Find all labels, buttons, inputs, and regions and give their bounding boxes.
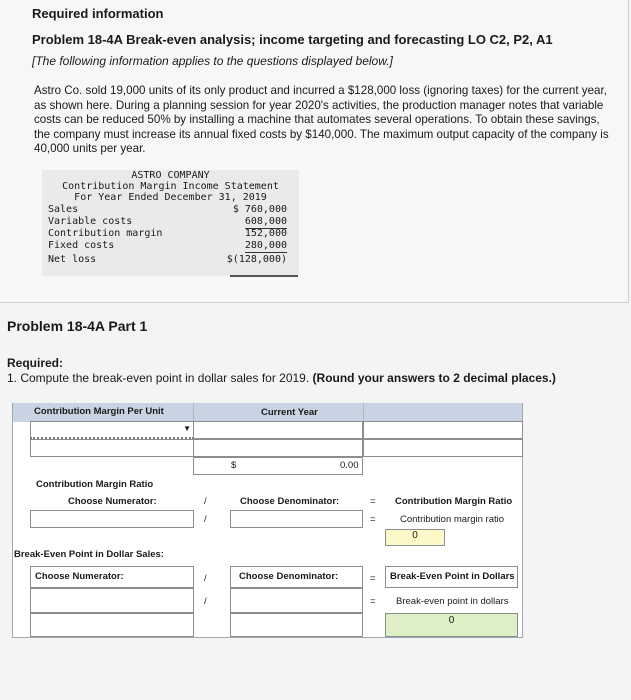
cm-per-unit-header: Contribution Margin Per Unit xyxy=(34,406,164,417)
cm-per-unit-value: 0.00 xyxy=(340,460,359,471)
cm-per-unit-select[interactable] xyxy=(30,421,194,439)
statement-title: Contribution Margin Income Statement xyxy=(62,181,279,192)
cm-ratio-denominator-label: Choose Denominator: xyxy=(240,496,340,507)
cm-ratio-result-value: 0 xyxy=(385,529,445,546)
row-value-sales: $ 760,000 xyxy=(232,204,287,215)
be-result-header-box xyxy=(385,566,518,588)
slash: / xyxy=(204,573,207,584)
part-title: Problem 18-4A Part 1 xyxy=(7,318,148,334)
instruction-rounding: (Round your answers to 2 decimal places.) xyxy=(312,371,556,385)
cm-ratio-result-header: Contribution Margin Ratio xyxy=(395,496,513,507)
problem-title: Problem 18-4A Break-even analysis; income targeting and forecasting LO C2, P2, A1 xyxy=(32,32,553,47)
problem-description: Astro Co. sold 19,000 units of its only product and incurred a $128,000 loss (ignoring taxes) for the current year, as shown here. During a planning session for year 2020's activities, the production manager notes that variable costs can be reduced 50% by installing a machine that automates several operations. To obtain these savings, the company must increase its annual fixed costs by $140,000. The maximum output capacity of the company is 40,000 units per year. xyxy=(34,84,609,155)
chevron-down-icon: ▼ xyxy=(183,424,191,433)
be-denominator-select[interactable] xyxy=(230,588,363,613)
statement-company: ASTRO COMPANY xyxy=(131,170,210,181)
cm-per-unit-row2-blank xyxy=(193,439,363,457)
required-info-heading: Required information xyxy=(32,6,164,21)
row-label-fixed-costs: Fixed costs xyxy=(48,240,115,251)
equals-sign: = xyxy=(370,573,376,584)
be-numerator-input[interactable] xyxy=(30,613,194,637)
income-statement xyxy=(42,170,299,276)
be-denominator-label: Choose Denominator: xyxy=(239,571,339,582)
be-numerator-box xyxy=(30,566,194,588)
cm-per-unit-total xyxy=(193,457,363,475)
required-label: Required: xyxy=(7,356,64,370)
cm-ratio-result-label: Contribution margin ratio xyxy=(400,514,505,525)
cm-per-unit-row1-blank xyxy=(193,421,363,439)
cm-ratio-numerator-select[interactable] xyxy=(30,510,194,528)
cm-per-unit-row2-result xyxy=(363,439,523,457)
be-numerator-select[interactable] xyxy=(30,588,194,613)
cm-per-unit-row1-result xyxy=(363,421,523,439)
be-result-label: Break-even point in dollars xyxy=(396,596,509,607)
slash: / xyxy=(204,514,207,525)
be-numerator-label: Choose Numerator: xyxy=(35,571,124,582)
row-label-variable-costs: Variable costs xyxy=(48,216,133,227)
header-divider xyxy=(193,403,194,422)
row-value-contribution-margin: 152,000 xyxy=(244,228,287,239)
info-note: [The following information applies to the questions displayed below.] xyxy=(32,54,393,68)
header-divider xyxy=(363,403,364,422)
be-title: Break-Even Point in Dollar Sales: xyxy=(14,549,164,560)
cm-ratio-numerator-label: Choose Numerator: xyxy=(68,496,157,507)
instruction-text: 1. Compute the break-even point in dollar sales for 2019. xyxy=(7,371,310,385)
instruction xyxy=(7,371,556,385)
equals-sign: = xyxy=(370,496,376,507)
be-denominator-input[interactable] xyxy=(230,613,363,637)
row-label-net-loss: Net loss xyxy=(48,254,97,265)
equals-sign: = xyxy=(370,514,376,525)
dollar-sign: $ xyxy=(231,460,237,471)
row-value-net-loss: $(128,000) xyxy=(226,254,287,265)
row-label-contribution-margin: Contribution margin xyxy=(48,228,163,239)
row-value-variable-costs: 608,000 xyxy=(245,216,287,229)
row-value-fixed-costs: 280,000 xyxy=(245,240,287,253)
be-result-header: Break-Even Point in Dollars xyxy=(390,571,515,582)
row-label-sales: Sales xyxy=(48,204,79,215)
current-year-header: Current Year xyxy=(261,407,318,418)
cm-ratio-title: Contribution Margin Ratio xyxy=(36,479,154,490)
cm-per-unit-row2-select[interactable] xyxy=(30,439,194,457)
be-denominator-box xyxy=(230,566,363,588)
cm-ratio-denominator-select[interactable] xyxy=(230,510,363,528)
statement-period: For Year Ended December 31, 2019 xyxy=(74,192,267,203)
be-result-value: 0 xyxy=(385,613,518,637)
equals-sign: = xyxy=(370,596,376,607)
double-underline xyxy=(230,275,298,277)
slash: / xyxy=(204,496,207,507)
slash: / xyxy=(204,596,207,607)
